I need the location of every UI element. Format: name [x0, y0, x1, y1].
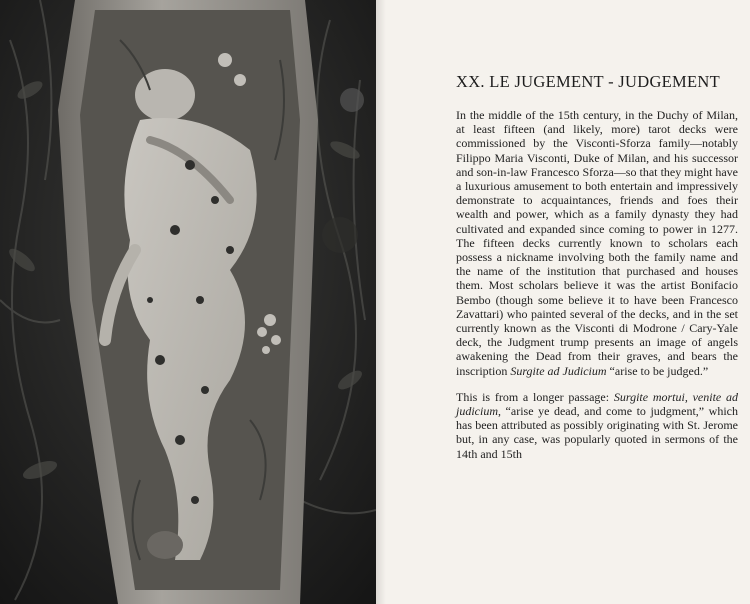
paragraph-1-inscription: Surgite ad Judicium — [510, 363, 607, 378]
page-gutter-shadow — [376, 0, 386, 604]
text-page — [376, 0, 750, 604]
paragraph-1-part1: In the middle of the 15th century, in the Duchy of Milan, at least fifteen (and likely, more) tarot decks were commissioned by the Visconti-Sforza family—notably Filippo Maria Visconti, Duke of Milan, and his successor and son-in-law Francesco Sforza—so that they might have a luxurious amusement to both entertain and impressively demonstrate to acquaintances, friends and foes their wealth and power, which as a family dynasty they had cultivated and expanded since coming to power in 1277. The fifteen decks currently known to scholars each possess a nickname involving both the family name and the name of the institution that purchased and houses them. Most scholars believe it was the artist Bonifacio Bembo (though some believe it to have been Francesco Zavattari) who painted several of the decks, and in the set currently known as the Visconti di Modrone / Cary-Yale deck, the Judgment trump presents an image of angels awakening the Dead from their graves, and bears the inscription — [456, 108, 738, 378]
paragraph-2-part2: , “arise ye dead, and come to judgment,” which has been attributed as possibly originating with St. Jerome but, in any case, was popularly quoted in sermons of the 14th and 15th — [456, 404, 738, 461]
body-text — [456, 108, 738, 473]
paragraph-2-part1: This is from a longer passage: — [456, 389, 614, 404]
chapter-title: XX. LE JUGEMENT - JUDGEMENT — [456, 72, 720, 91]
paragraph-2-latin-quote: Surgite mortui, venite ad judicium — [456, 389, 738, 419]
paragraph-1 — [456, 108, 738, 378]
paragraph-1-part2: “arise to be judged.” — [606, 363, 709, 378]
paragraph-2 — [456, 390, 738, 461]
